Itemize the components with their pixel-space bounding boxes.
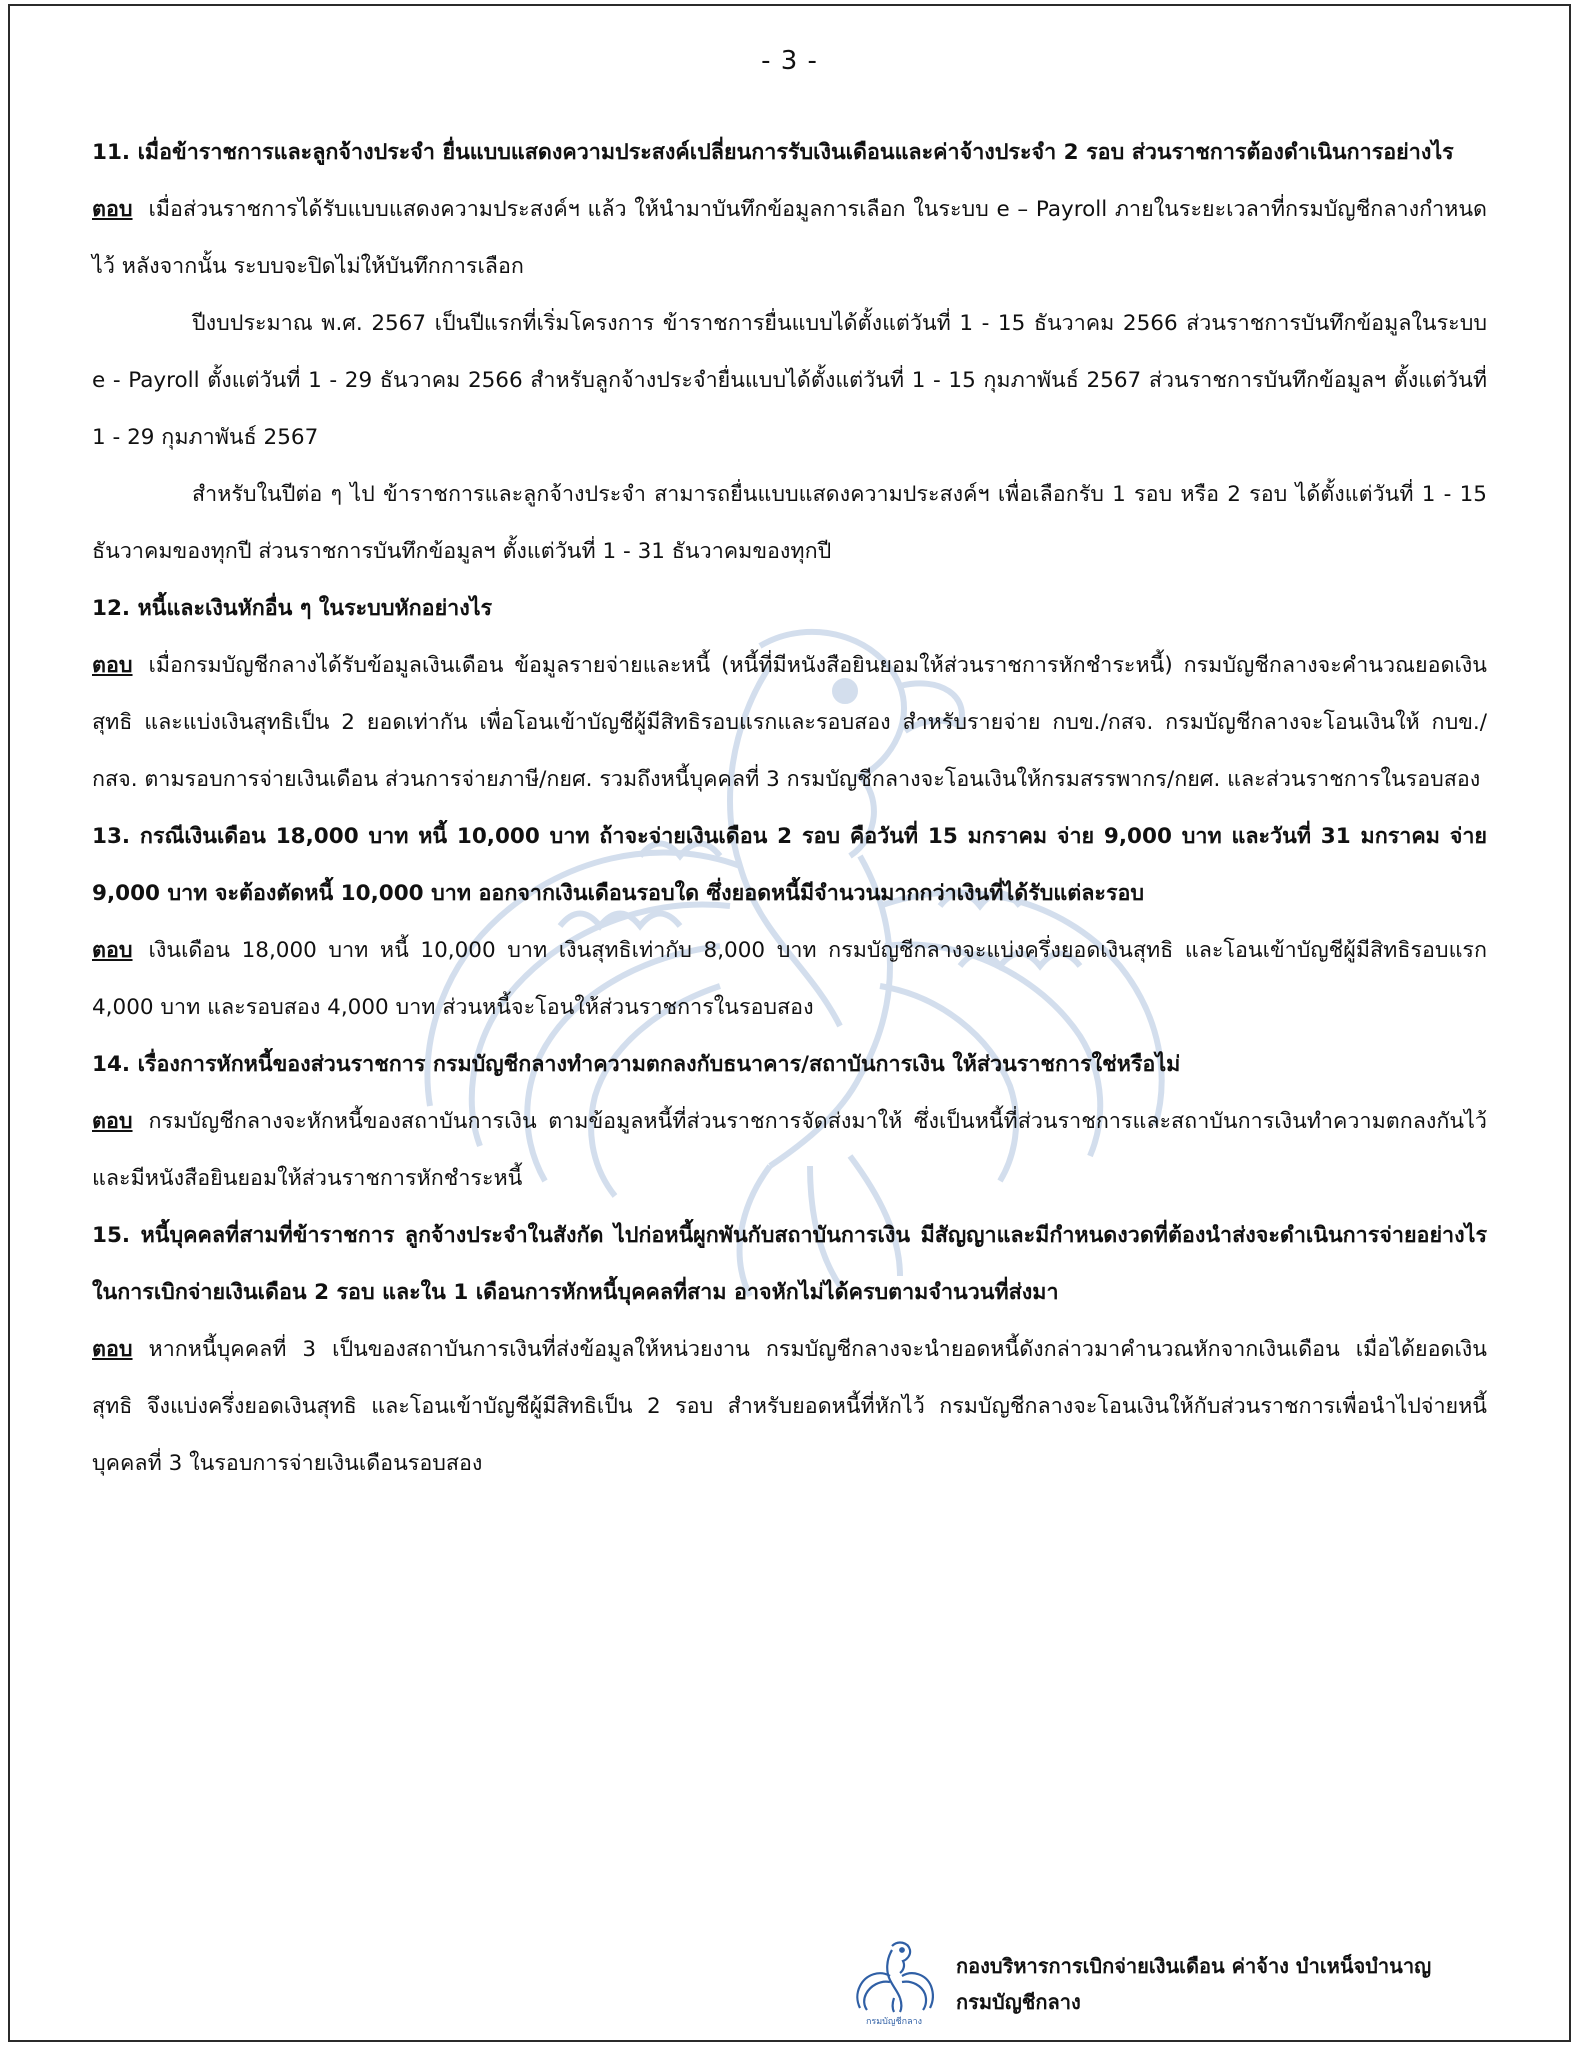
footer bbox=[848, 1936, 1568, 2036]
question-15: 15. หนี้บุคคลที่สามที่ข้าราชการ ลูกจ้างประจำในสังกัด ไปก่อหนี้ผูกพันกับสถาบันการเงิน มีสัญญาและมีกำหนดงวดที่ต้องนำส่งจะดำเนินการจ่ายอย่างไร ในการเบิกจ่ายเงินเดือน 2 รอบ และใน 1 เดือนการหักหนี้บุคคลที่สาม อาจหักไม่ได้ครบตามจำนวนที่ส่งมา bbox=[92, 1223, 1487, 1305]
garuda-emblem-icon bbox=[848, 1936, 940, 2028]
answer-label: ตอบ bbox=[92, 938, 133, 963]
page-number: - 3 - bbox=[761, 46, 818, 76]
footer-line-1: กองบริหารการเบิกจ่ายเงินเดือน ค่าจ้าง บำเหน็จบำนาญ bbox=[956, 1954, 1432, 1978]
answer-15 bbox=[92, 1321, 1487, 1492]
answer-13-text: เงินเดือน 18,000 บาท หนี้ 10,000 บาท เงินสุทธิเท่ากับ 8,000 บาท กรมบัญชีกลางจะแบ่งครึ่งยอดเงินสุทธิ และโอนเข้าบัญชีผู้มีสิทธิรอบแรก 4,000 บาท และรอบสอง 4,000 บาท ส่วนหนี้จะโอนให้ส่วนราชการในรอบสอง bbox=[92, 938, 1487, 1020]
answer-11-paragraph-3: สำหรับในปีต่อ ๆ ไป ข้าราชการและลูกจ้างประจำ สามารถยื่นแบบแสดงความประสงค์ฯ เพื่อเลือกรับ 1 รอบ หรือ 2 รอบ ได้ตั้งแต่วันที่ 1 - 15 ธันวาคมของทุกปี ส่วนราชการบันทึกข้อมูลฯ ตั้งแต่วันที่ 1 - 31 ธันวาคมของทุกปี bbox=[92, 482, 1487, 564]
answer-15-text: หากหนี้บุคคลที่ 3 เป็นของสถาบันการเงินที่ส่งข้อมูลให้หน่วยงาน กรมบัญชีกลางจะนำยอดหนี้ดังกล่าวมาคำนวณหักจากเงินเดือน เมื่อได้ยอดเงินสุทธิ จึงแบ่งครึ่งยอดเงินสุทธิ และโอนเข้าบัญชีผู้มีสิทธิเป็น 2 รอบ สำหรับยอดหนี้ที่หักไว้ กรมบัญชีกลางจะโอนเงินให้กับส่วนราชการเพื่อนำไปจ่ายหนี้บุคคลที่ 3 ในรอบการจ่ายเงินเดือนรอบสอง bbox=[92, 1337, 1487, 1476]
logo-caption: กรมบัญชีกลาง bbox=[865, 2017, 923, 2027]
answer-12 bbox=[92, 637, 1487, 808]
answer-11-text: เมื่อส่วนราชการได้รับแบบแสดงความประสงค์ฯ แล้ว ให้นำมาบันทึกข้อมูลการเลือก ในระบบ e – Payroll ภายในระยะเวลาที่กรมบัญชีกลางกำหนดไว้ หลังจากนั้น ระบบจะปิดไม่ให้บันทึกการเลือก bbox=[92, 197, 1487, 279]
question-13: 13. กรณีเงินเดือน 18,000 บาท หนี้ 10,000 บาท ถ้าจะจ่ายเงินเดือน 2 รอบ คือวันที่ 15 มกราคม จ่าย 9,000 บาท และวันที่ 31 มกราคม จ่าย 9,000 บาท จะต้องตัดหนี้ 10,000 บาท ออกจากเงินเดือนรอบใด ซึ่งยอดหนี้มีจำนวนมากกว่าเงินที่ได้รับแต่ละรอบ bbox=[92, 824, 1487, 906]
answer-13 bbox=[92, 922, 1487, 1036]
answer-label: ตอบ bbox=[92, 1337, 133, 1362]
answer-label: ตอบ bbox=[92, 653, 133, 678]
answer-11 bbox=[92, 181, 1487, 295]
answer-11-paragraph-2: ปีงบประมาณ พ.ศ. 2567 เป็นปีแรกที่เริ่มโครงการ ข้าราชการยื่นแบบได้ตั้งแต่วันที่ 1 - 15 ธันวาคม 2566 ส่วนราชการบันทึกข้อมูลในระบบ e - Payroll ตั้งแต่วันที่ 1 - 29 ธันวาคม 2566 สำหรับลูกจ้างประจำยื่นแบบได้ตั้งแต่วันที่ 1 - 15 กุมภาพันธ์ 2567 ส่วนราชการบันทึกข้อมูลฯ ตั้งแต่วันที่ 1 - 29 กุมภาพันธ์ 2567 bbox=[92, 311, 1487, 450]
question-14: 14. เรื่องการหักหนี้ของส่วนราชการ กรมบัญชีกลางทำความตกลงกับธนาคาร/สถาบันการเงิน ให้ส่วนราชการใช่หรือไม่ bbox=[92, 1052, 1181, 1077]
document-page bbox=[8, 4, 1571, 2042]
question-12: 12. หนี้และเงินหักอื่น ๆ ในระบบหักอย่างไร bbox=[92, 596, 493, 621]
answer-label: ตอบ bbox=[92, 197, 133, 222]
answer-label: ตอบ bbox=[92, 1109, 133, 1134]
answer-14-text: กรมบัญชีกลางจะหักหนี้ของสถาบันการเงิน ตามข้อมูลหนี้ที่ส่วนราชการจัดส่งมาให้ ซึ่งเป็นหนี้ที่ส่วนราชการและสถาบันการเงินทำความตกลงกันไว้ และมีหนังสือยินยอมให้ส่วนราชการหักชำระหนี้ bbox=[92, 1109, 1487, 1191]
document-body bbox=[92, 124, 1487, 1492]
footer-text bbox=[956, 1948, 1431, 2020]
footer-line-2: กรมบัญชีกลาง bbox=[956, 1990, 1081, 2014]
question-11: 11. เมื่อข้าราชการและลูกจ้างประจำ ยื่นแบบแสดงความประสงค์เปลี่ยนการรับเงินเดือนและค่าจ้างประจำ 2 รอบ ส่วนราชการต้องดำเนินการอย่างไร bbox=[92, 140, 1454, 165]
answer-14 bbox=[92, 1093, 1487, 1207]
answer-12-text: เมื่อกรมบัญชีกลางได้รับข้อมูลเงินเดือน ข้อมูลรายจ่ายและหนี้ (หนี้ที่มีหนังสือยินยอมให้ส่วนราชการหักชำระหนี้) กรมบัญชีกลางจะคำนวณยอดเงินสุทธิ และแบ่งเงินสุทธิเป็น 2 ยอดเท่ากัน เพื่อโอนเข้าบัญชีผู้มีสิทธิรอบแรกและรอบสอง สำหรับรายจ่าย กบข./กสจ. กรมบัญชีกลางจะโอนเงินให้ กบข./กสจ. ตามรอบการจ่ายเงินเดือน ส่วนการจ่ายภาษี/กยศ. รวมถึงหนี้บุคคลที่ 3 กรมบัญชีกลางจะโอนเงินให้กรมสรรพากร/กยศ. และส่วนราชการในรอบสอง bbox=[92, 653, 1487, 792]
